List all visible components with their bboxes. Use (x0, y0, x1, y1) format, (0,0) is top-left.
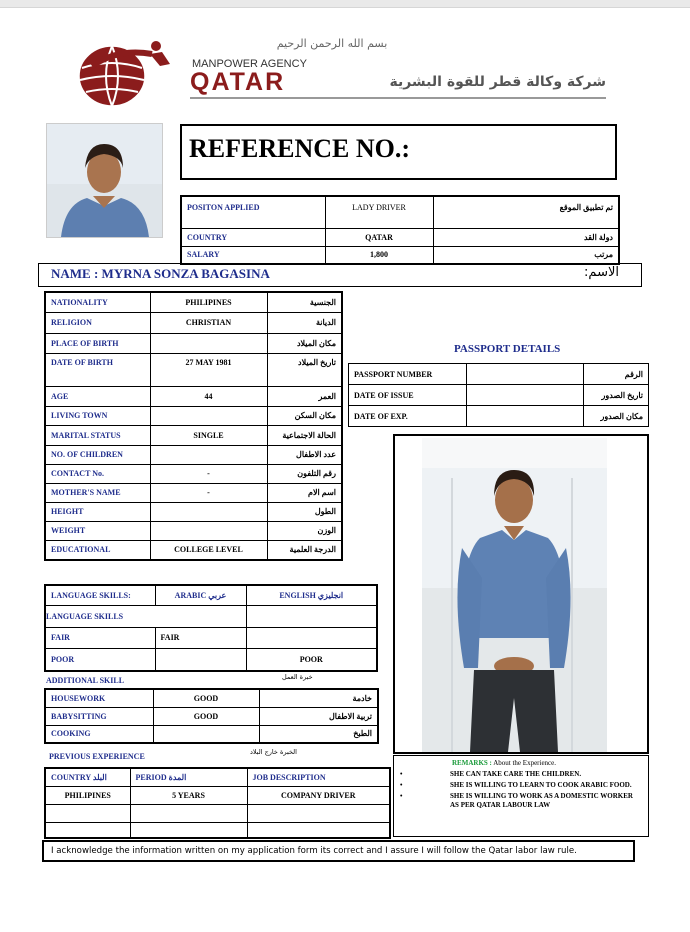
mothers-name-value: - (150, 483, 267, 502)
name-arabic-label: الاسم: (584, 265, 619, 280)
english-poor-value: POOR (246, 648, 377, 671)
passport-title: PASSPORT DETAILS (454, 343, 561, 355)
language-empty-cell (246, 605, 377, 627)
exp-country-value (45, 804, 130, 822)
weight-label: WEIGHT (45, 521, 150, 540)
babysitting-arabic: تربية الاطفال (259, 707, 378, 725)
nationality-value: PHILIPINES (150, 292, 267, 312)
marital-status-arabic: الحالة الاجتماعية (267, 425, 342, 445)
agency-small-title: MANPOWER AGENCY (192, 58, 307, 70)
table-row (45, 425, 342, 445)
arabic-header: ARABIC عربي (155, 585, 246, 605)
education-value: COLLEGE LEVEL (150, 540, 267, 560)
remark-text: SHE IS WILLING TO WORK AS A DOMESTIC WORKER AS PER QATAR LABOUR LAW (450, 792, 633, 809)
education-label: EDUCATIONAL (45, 540, 150, 560)
date-of-birth-value: 27 MAY 1981 (150, 353, 267, 386)
babysitting-label: BABYSITTING (45, 707, 153, 725)
table-row (45, 333, 342, 353)
exp-job-value (247, 822, 390, 838)
list-item (400, 792, 640, 810)
age-value: 44 (150, 386, 267, 406)
country-arabic: دولة القد (433, 228, 619, 246)
table-row (45, 464, 342, 483)
weight-arabic: الوزن (267, 521, 342, 540)
header-underline (190, 97, 606, 99)
exp-job-value (247, 804, 390, 822)
list-item (400, 781, 640, 790)
education-arabic: الدرجة العلمية (267, 540, 342, 560)
additional-skill-title-arabic: خبرة العمل (282, 673, 313, 681)
exp-country-value (45, 822, 130, 838)
exp-country-header: COUNTRY البلد (45, 768, 130, 786)
arabic-poor-value (155, 648, 246, 671)
exp-period-header: PERIOD المدة (130, 768, 247, 786)
place-of-birth-arabic: مكان الميلاد (267, 333, 342, 353)
table-row (45, 585, 377, 605)
position-label: POSITON APPLIED (181, 196, 325, 228)
english-fair-value (246, 627, 377, 648)
table-row (45, 725, 378, 743)
job-table (180, 195, 620, 265)
table-row (45, 406, 342, 425)
table-row (349, 385, 649, 406)
remarks-heading (452, 759, 556, 767)
window-top-bar (0, 0, 690, 8)
language-empty-cell (155, 605, 246, 627)
agency-logo (72, 36, 184, 108)
children-arabic: عدد الاطفال (267, 445, 342, 464)
nationality-arabic: الجنسية (267, 292, 342, 312)
date-of-birth-label: DATE OF BIRTH (45, 353, 150, 386)
name-bar (38, 263, 642, 287)
table-row (45, 312, 342, 333)
height-value (150, 502, 267, 521)
children-value (150, 445, 267, 464)
children-label: NO. OF CHILDREN (45, 445, 150, 464)
language-table (44, 584, 378, 672)
contact-label: CONTACT No. (45, 464, 150, 483)
position-arabic: تم تطبيق الموقع (433, 196, 619, 228)
babysitting-value: GOOD (153, 707, 259, 725)
cooking-label: COOKING (45, 725, 153, 743)
cooking-value (153, 725, 259, 743)
poor-label: POOR (45, 648, 155, 671)
salary-arabic: مرتب (433, 246, 619, 264)
salary-value: 1,800 (325, 246, 433, 264)
religion-arabic: الديانة (267, 312, 342, 333)
place-of-birth-value (150, 333, 267, 353)
remarks-title: REMARKS : (452, 759, 492, 767)
table-row (45, 707, 378, 725)
bullet-icon: • (400, 770, 403, 778)
contact-value: - (150, 464, 267, 483)
exp-job-header: JOB DESCRIPTION (247, 768, 390, 786)
previous-experience-title-arabic: الخبرة خارج البلاد (250, 748, 297, 756)
marital-status-label: MARITAL STATUS (45, 425, 150, 445)
nationality-label: NATIONALITY (45, 292, 150, 312)
remarks-list (400, 770, 640, 810)
language-skills-header: LANGUAGE SKILLS: (45, 585, 155, 605)
country-value: QATAR (325, 228, 433, 246)
table-row (45, 689, 378, 707)
table-row (349, 364, 649, 385)
passport-number-arabic: الرقم (584, 364, 649, 385)
bullet-icon: • (400, 792, 403, 800)
agency-arabic-title: شركة وكالة قطر للقوة البشرية (389, 74, 606, 90)
acknowledgement-text: I acknowledge the information written on my application form its correct and I assure I will follow the Qatar labor law rule. (51, 846, 577, 856)
marital-status-value: SINGLE (150, 425, 267, 445)
bullet-icon: • (400, 781, 403, 789)
additional-skill-title: ADDITIONAL SKILL (46, 676, 125, 685)
applicant-photo-large (422, 438, 607, 752)
living-town-value (150, 406, 267, 425)
table-row (181, 246, 619, 264)
height-arabic: الطول (267, 502, 342, 521)
experience-table (44, 767, 391, 839)
table-row (45, 386, 342, 406)
position-value: LADY DRIVER (325, 196, 433, 228)
fair-label: FAIR (45, 627, 155, 648)
housework-label: HOUSEWORK (45, 689, 153, 707)
table-row (45, 822, 390, 838)
table-row (45, 483, 342, 502)
living-town-arabic: مكان السكن (267, 406, 342, 425)
table-row (181, 196, 619, 228)
passport-number-value (467, 364, 584, 385)
table-row (45, 804, 390, 822)
exp-period-value: 5 YEARS (130, 786, 247, 804)
table-row (45, 605, 377, 627)
table-row (349, 406, 649, 427)
remarks-box (393, 755, 649, 837)
issue-date-value (467, 385, 584, 406)
remark-text: SHE IS WILLING TO LEARN TO COOK ARABIC FOOD. (450, 781, 632, 789)
table-row (45, 786, 390, 804)
religion-value: CHRISTIAN (150, 312, 267, 333)
table-row (45, 502, 342, 521)
table-row (181, 228, 619, 246)
skills-table (44, 688, 379, 744)
passport-number-label: PASSPORT NUMBER (349, 364, 467, 385)
housework-arabic: خادمة (259, 689, 378, 707)
previous-experience-title: PREVIOUS EXPERIENCE (49, 752, 145, 761)
age-arabic: العمر (267, 386, 342, 406)
list-item (400, 770, 640, 779)
issue-date-label: DATE OF ISSUE (349, 385, 467, 406)
exp-country-value: PHILIPINES (45, 786, 130, 804)
salary-label: SALARY (181, 246, 325, 264)
english-header: ENGLISH انجليزي (246, 585, 377, 605)
remark-text: SHE CAN TAKE CARE THE CHILDREN. (450, 770, 582, 778)
country-label: COUNTRY (181, 228, 325, 246)
table-row (45, 627, 377, 648)
bismillah-text: بسم الله الرحمن الرحيم (276, 37, 388, 50)
living-town-label: LIVING TOWN (45, 406, 150, 425)
agency-big-title: QATAR (190, 68, 286, 96)
acknowledgement-box (42, 840, 635, 862)
expiry-date-value (467, 406, 584, 427)
weight-value (150, 521, 267, 540)
table-row (45, 292, 342, 312)
age-label: AGE (45, 386, 150, 406)
place-of-birth-label: PLACE OF BIRTH (45, 333, 150, 353)
religion-label: RELIGION (45, 312, 150, 333)
table-row (45, 353, 342, 386)
table-row (45, 540, 342, 560)
exp-period-value (130, 822, 247, 838)
mothers-name-arabic: اسم الام (267, 483, 342, 502)
mothers-name-label: MOTHER'S NAME (45, 483, 150, 502)
expiry-date-arabic: مكان الصدور (584, 406, 649, 427)
issue-date-arabic: تاريخ الصدور (584, 385, 649, 406)
exp-period-value (130, 804, 247, 822)
reference-box (180, 124, 617, 180)
reference-label: REFERENCE NO.: (189, 134, 411, 163)
table-row (45, 521, 342, 540)
housework-value: GOOD (153, 689, 259, 707)
contact-arabic: رقم التلفون (267, 464, 342, 483)
language-skills-sublabel: LANGUAGE SKILLS (45, 605, 155, 627)
arabic-fair-value: FAIR (155, 627, 246, 648)
table-row (45, 648, 377, 671)
table-row (45, 445, 342, 464)
expiry-date-label: DATE OF EXP. (349, 406, 467, 427)
exp-job-value: COMPANY DRIVER (247, 786, 390, 804)
cooking-arabic: الطبخ (259, 725, 378, 743)
passport-table (348, 363, 649, 427)
personal-table (44, 291, 343, 561)
table-row (45, 768, 390, 786)
applicant-photo-small (46, 123, 163, 238)
applicant-photo-frame (393, 434, 649, 754)
applicant-name: NAME : MYRNA SONZA BAGASINA (51, 266, 270, 281)
remarks-title-rest: About the Experience. (491, 759, 557, 767)
height-label: HEIGHT (45, 502, 150, 521)
date-of-birth-arabic: تاريخ الميلاد (267, 353, 342, 386)
